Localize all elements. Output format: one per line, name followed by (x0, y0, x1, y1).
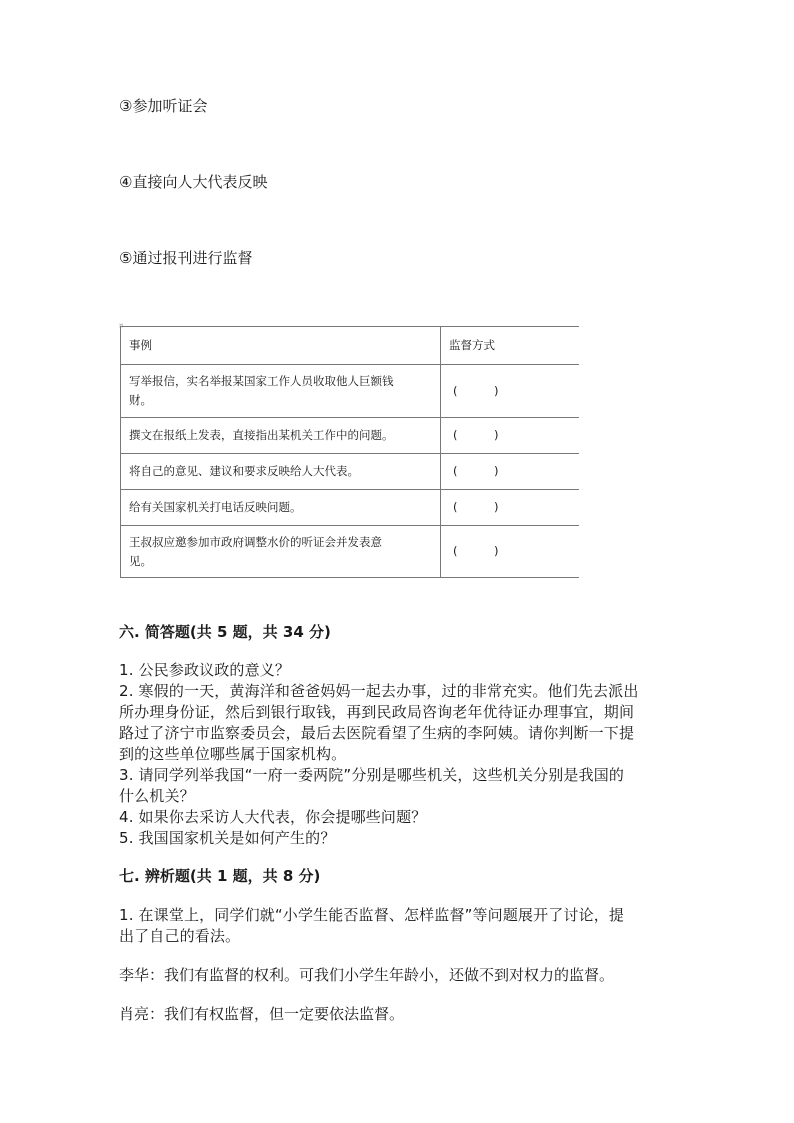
table-row (121, 526, 580, 578)
case-text: 见。 (129, 553, 152, 568)
answer-blank: ( ) (453, 500, 499, 514)
question-line: 3. 请同学列举我国“一府一委两院”分别是哪些机关，这些机关分别是我国的 (119, 766, 625, 784)
question-line: 1. 公民参政议政的意义？ (119, 661, 291, 679)
case-text: 撰文在报纸上发表，直接指出某机关工作中的问题。 (129, 428, 394, 442)
question-line: 1. 在课堂上，同学们就“小学生能否监督、怎样监督”等问题展开了讨论，提 (119, 906, 625, 924)
option-3: ③参加听证会 (119, 97, 208, 115)
case-cell (121, 418, 441, 454)
option-5: ⑤通过报刊进行监督 (119, 249, 253, 267)
section-7-title: 七. 辨析题(共 1 题，共 8 分) (119, 867, 321, 885)
answer-cell (441, 418, 580, 454)
question-line: 5. 我国国家机关是如何产生的？ (119, 829, 336, 847)
answer-blank: ( ) (453, 383, 499, 398)
answer-cell (441, 490, 580, 526)
answer-cell (441, 526, 580, 578)
case-text: 王叔叔应邀参加市政府调整水价的听证会并发表意 (129, 534, 382, 549)
question-line: 到的这些单位哪些属于国家机构。 (119, 745, 347, 763)
case-text: 财。 (129, 393, 152, 407)
xiaoliang-statement: 肖亮：我们有权监督，但一定要依法监督。 (119, 1005, 405, 1023)
case-text: 给有关国家机关打电话反映问题。 (129, 500, 302, 514)
question-line: 路过了济宁市监察委员会，最后去医院看望了生病的李阿姨。请你判断一下提 (119, 724, 635, 742)
header-method: 监督方式 (441, 327, 580, 365)
table-row (121, 490, 580, 526)
header-case: 事例 (121, 327, 441, 365)
case-text: 写举报信，实名举报某国家工作人员收取他人巨额钱 (129, 374, 394, 388)
answer-blank: ( ) (453, 544, 499, 558)
option-4: ④直接向人大代表反映 (119, 173, 268, 191)
answer-blank: ( ) (453, 464, 499, 478)
section-7-question (119, 905, 675, 947)
question-line: 什么机关？ (119, 787, 195, 805)
question-line: 出了自己的看法。 (119, 927, 241, 945)
table-corner-mark: ¤ (119, 322, 124, 330)
case-cell (121, 490, 441, 526)
question-line: 2. 寒假的一天，黄海洋和爸爸妈妈一起去办事，过的非常充实。他们先去派出 (119, 682, 639, 700)
question-line: 所办理身份证，然后到银行取钱，再到民政局咨询老年优待证办理事宜，期间 (119, 703, 635, 721)
lihua-statement: 李华：我们有监督的权利。可我们小学生年龄小，还做不到对权力的监督。 (119, 966, 615, 984)
case-cell (121, 365, 441, 418)
case-text: 将自己的意见、建议和要求反映给人大代表。 (129, 464, 359, 478)
table-row (121, 418, 580, 454)
table-header-row (121, 327, 580, 365)
answer-cell (441, 365, 580, 418)
answer-blank: ( ) (453, 428, 499, 442)
case-cell (121, 454, 441, 490)
section-6-questions (119, 660, 675, 849)
table-row (121, 365, 580, 418)
section-6-title: 六. 简答题(共 5 题，共 34 分) (119, 623, 331, 641)
case-cell (121, 526, 441, 578)
table-row (121, 454, 580, 490)
supervision-table (120, 326, 579, 578)
question-line: 4. 如果你去采访人大代表，你会提哪些问题？ (119, 808, 427, 826)
answer-cell (441, 454, 580, 490)
